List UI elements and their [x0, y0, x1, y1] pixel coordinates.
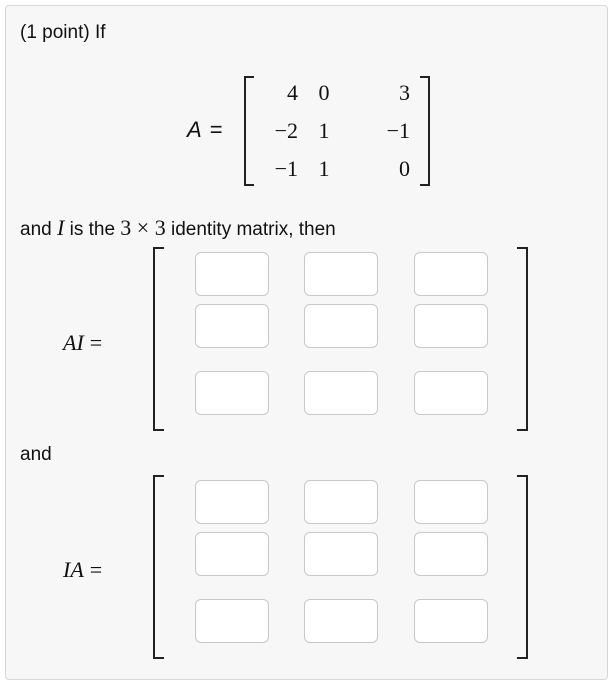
ai-answer-input[interactable]	[195, 252, 269, 296]
left-bracket	[153, 475, 164, 659]
left-bracket	[153, 247, 164, 431]
ia-answer-input[interactable]	[304, 599, 378, 643]
identity-sentence: and I is the 3 × 3 identity matrix, then	[20, 215, 336, 240]
matrix-a-cell: 0	[318, 80, 330, 105]
ia-answer-input[interactable]	[195, 599, 269, 643]
matrix-a-cell: −1	[386, 118, 410, 143]
ia-answer-matrix	[153, 475, 528, 659]
and-text: and	[20, 444, 52, 465]
ai-answer-input[interactable]	[414, 371, 488, 415]
ai-answer-input[interactable]	[195, 304, 269, 348]
matrix-a-cell: 4	[287, 80, 298, 105]
ai-answer-input[interactable]	[414, 304, 488, 348]
right-bracket	[517, 475, 528, 659]
ia-answer-input[interactable]	[414, 599, 488, 643]
ai-answer-input[interactable]	[304, 371, 378, 415]
matrix-a-label: A =	[187, 117, 223, 142]
ia-answer-input[interactable]	[195, 532, 269, 576]
identity-symbol: I	[56, 215, 65, 240]
ia-answer-input[interactable]	[304, 480, 378, 524]
ai-label: AI =	[63, 330, 103, 355]
ia-label: IA =	[63, 557, 103, 582]
ai-answer-input[interactable]	[414, 252, 488, 296]
ai-answer-matrix	[153, 247, 528, 431]
ia-answer-input[interactable]	[304, 532, 378, 576]
matrix-a-cell: 1	[318, 156, 330, 181]
matrix-a-cell: 0	[399, 156, 410, 181]
ai-answer-input[interactable]	[195, 371, 269, 415]
ai-answer-input[interactable]	[304, 304, 378, 348]
right-bracket	[420, 76, 430, 186]
matrix-a-cell: 3	[399, 80, 410, 105]
matrix-a-cell: 1	[318, 118, 330, 143]
ia-answer-input[interactable]	[195, 480, 269, 524]
left-bracket	[244, 76, 254, 186]
right-bracket	[517, 247, 528, 431]
problem-intro: (1 point) If	[20, 22, 106, 43]
ia-answer-input[interactable]	[414, 480, 488, 524]
matrix-a-cell: −2	[274, 118, 298, 143]
ai-answer-input[interactable]	[304, 252, 378, 296]
ia-answer-input[interactable]	[414, 532, 488, 576]
matrix-a	[244, 76, 430, 186]
matrix-a-cell: −1	[274, 156, 298, 181]
dimension-text: 3 × 3	[120, 215, 166, 240]
